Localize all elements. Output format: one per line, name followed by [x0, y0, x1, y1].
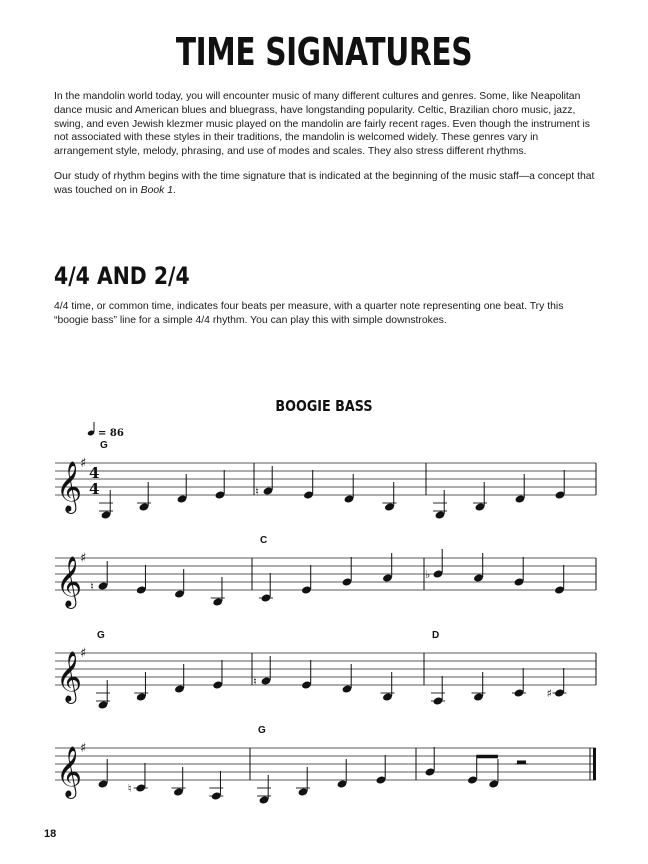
tempo-text: = 86	[98, 428, 124, 439]
treble-clef-icon: 𝄞	[56, 651, 83, 702]
staff-system	[55, 725, 596, 805]
chord-symbol: G	[97, 630, 105, 641]
section-paragraph: 4/4 time, or common time, indicates four beats per measure, with a quarter note representing one beat. Try this “boogie bass” line for a simple 4/4 rhythm. You can play this with simple downstrokes.	[54, 301, 564, 326]
flat-icon: ♭	[425, 568, 431, 581]
staff-system	[55, 535, 596, 609]
chord-symbol: G	[258, 725, 266, 736]
sharp-icon: ♯	[546, 687, 552, 700]
natural-icon: ♮	[255, 485, 259, 498]
staff-system	[55, 630, 596, 710]
tempo-marking	[87, 422, 124, 439]
chord-symbol: D	[432, 630, 440, 641]
page-number: 18	[44, 828, 57, 840]
page-title: TIME SIGNATURES	[175, 30, 473, 74]
natural-icon: ♮	[253, 675, 257, 688]
key-signature-sharp-icon: ♯	[80, 646, 87, 661]
key-signature-sharp-icon: ♯	[80, 456, 87, 471]
treble-clef-icon: 𝄞	[56, 461, 83, 512]
intro-paragraph: In the mandolin world today, you will encounter music of many different cultures and genres. Some, like Neapolitan dance music and American blues and bluegrass, have longstanding popularity. Celtic, Brazilian choro music, jazz, swing, and even Jewish klezmer music played on the mandolin are fairly recent rages. Even though the instrument is not associated with these styles in their traditions, the mandolin is welcomed widely. These genres vary in arrangement style, melody, phrasing, and use of modes and scales. They also stress different rhythms.	[54, 91, 590, 158]
chord-symbol: G	[100, 440, 108, 451]
music-title: BOOGIE BASS	[275, 397, 373, 415]
section-title: 4/4 AND 2/4	[54, 262, 190, 290]
natural-icon: ♮	[90, 580, 94, 593]
chord-symbol: C	[260, 535, 268, 546]
natural-icon: ♮	[127, 782, 132, 795]
half-rest-icon	[517, 761, 526, 765]
time-signature-bottom: 4	[89, 480, 100, 498]
key-signature-sharp-icon: ♯	[80, 741, 87, 756]
study-paragraph-text: Our study of rhythm begins with the time signature that is indicated at the beginning of the music staff—a concept that was touched on in	[54, 171, 595, 196]
key-signature-sharp-icon: ♯	[80, 551, 87, 566]
study-paragraph-end: .	[173, 184, 176, 196]
time-signature-top: 4	[89, 464, 100, 482]
treble-clef-icon: 𝄞	[56, 556, 83, 607]
staff-system	[55, 440, 596, 520]
treble-clef-icon: 𝄞	[56, 746, 83, 797]
book-reference: Book 1	[140, 184, 174, 196]
